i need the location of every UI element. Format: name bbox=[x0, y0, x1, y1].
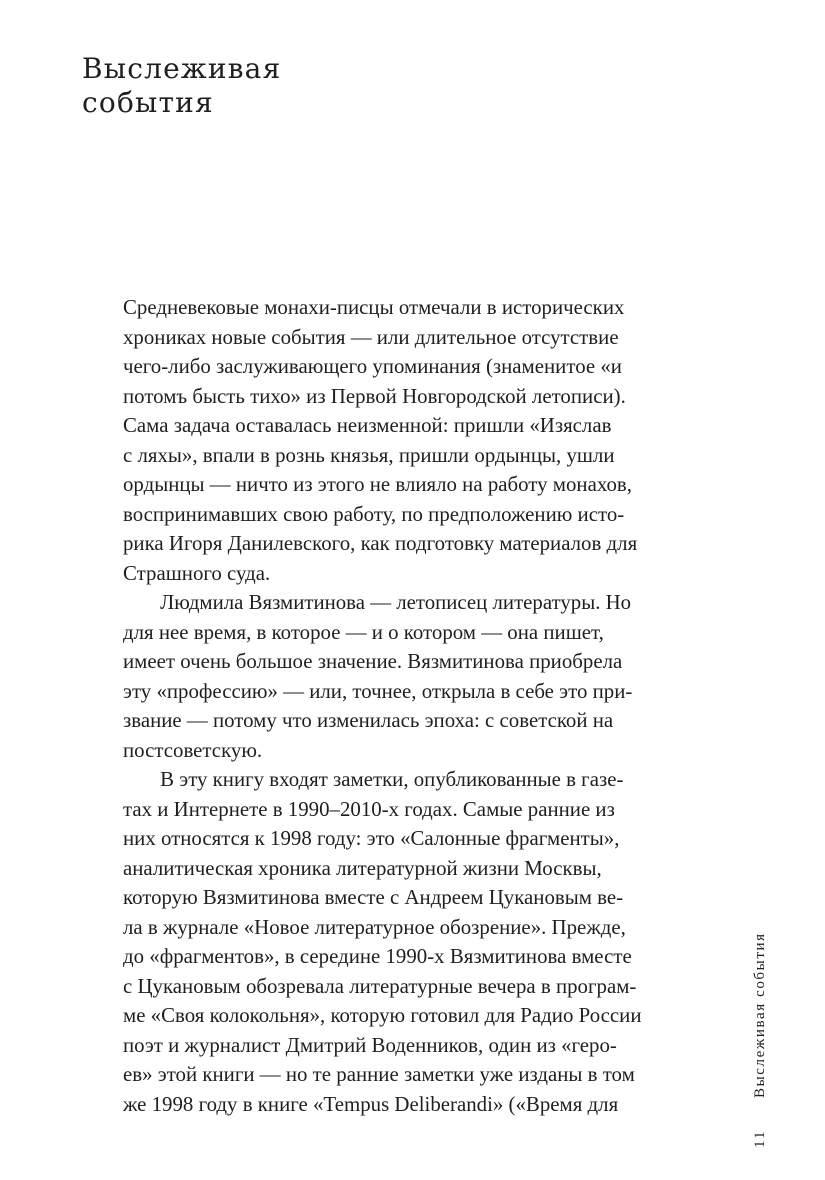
body-line: поэт и журналист Дмитрий Воденников, один из «геро- bbox=[123, 1032, 617, 1057]
running-head: Выслеживая события bbox=[752, 932, 768, 1098]
body-text bbox=[123, 293, 713, 1119]
body-line: с ляхы», впали в рознь князья, пришли ордынцы, ушли bbox=[123, 442, 615, 467]
body-line: В эту книгу входят заметки, опубликованные в газе- bbox=[160, 767, 624, 791]
body-line: тах и Интернете в 1990–2010-х годах. Самые ранние из bbox=[123, 796, 615, 821]
body-line: них относятся к 1998 году: это «Салонные фрагменты», bbox=[123, 826, 620, 850]
body-line: с Цукановым обозревала литературные вечера в програм- bbox=[123, 973, 637, 998]
page-number: 11 bbox=[752, 1129, 768, 1148]
body-line: Людмила Вязмитинова — летописец литературы. Но bbox=[160, 590, 632, 614]
body-line: эту «профессию» — или, точнее, открыла в себе это при- bbox=[123, 678, 633, 703]
body-line: ме «Своя колокольня», которую готовил для Радио России bbox=[123, 1003, 642, 1027]
body-line: аналитическая хроника литературной жизни Москвы, bbox=[123, 855, 602, 880]
body-line: воспринимавших свою работу, по предположению исто- bbox=[123, 501, 625, 526]
body-line: хрониках новые события — или длительное отсутствие bbox=[123, 324, 619, 349]
body-line: потомъ бысть тихо» из Первой Новгородской летописи). bbox=[123, 383, 626, 408]
body-line: звание — потому что изменилась эпоха: с советской на bbox=[123, 708, 614, 732]
body-line: до «фрагментов», в середине 1990-х Вязмитинова вместе bbox=[123, 944, 632, 968]
body-line: Средневековые монахи-писцы отмечали в исторических bbox=[123, 295, 625, 319]
body-line: ордынцы — ничто из этого не влияло на работу монахов, bbox=[123, 472, 632, 496]
body-line: чего-либо заслуживающего упоминания (знаменитое «и bbox=[123, 354, 622, 378]
body-line: рика Игоря Данилевского, как подготовку материалов для bbox=[123, 531, 638, 555]
body-line: ла в журнале «Новое литературное обозрение». Прежде, bbox=[123, 914, 626, 939]
chapter-title bbox=[82, 52, 281, 120]
body-line: ев» этой книги — но те ранние заметки уже изданы в том bbox=[123, 1062, 635, 1086]
chapter-title-line-1: Выслеживая bbox=[82, 52, 282, 85]
body-line: же 1998 году в книге «Tempus Deliberandi» («Время для bbox=[123, 1091, 619, 1116]
body-line: для нее время, в которое — и о котором — она пишет, bbox=[123, 619, 604, 644]
chapter-title-line-2: события bbox=[82, 86, 214, 119]
body-line: которую Вязмитинова вместе с Андреем Цукановым ве- bbox=[123, 885, 624, 909]
body-line: Сама задача оставалась неизменной: пришли «Изяслав bbox=[123, 413, 612, 437]
body-line: имеет очень большое значение. Вязмитинова приобрела bbox=[123, 649, 623, 673]
body-line: постсоветскую. bbox=[123, 737, 263, 762]
body-line: Страшного суда. bbox=[123, 560, 271, 585]
